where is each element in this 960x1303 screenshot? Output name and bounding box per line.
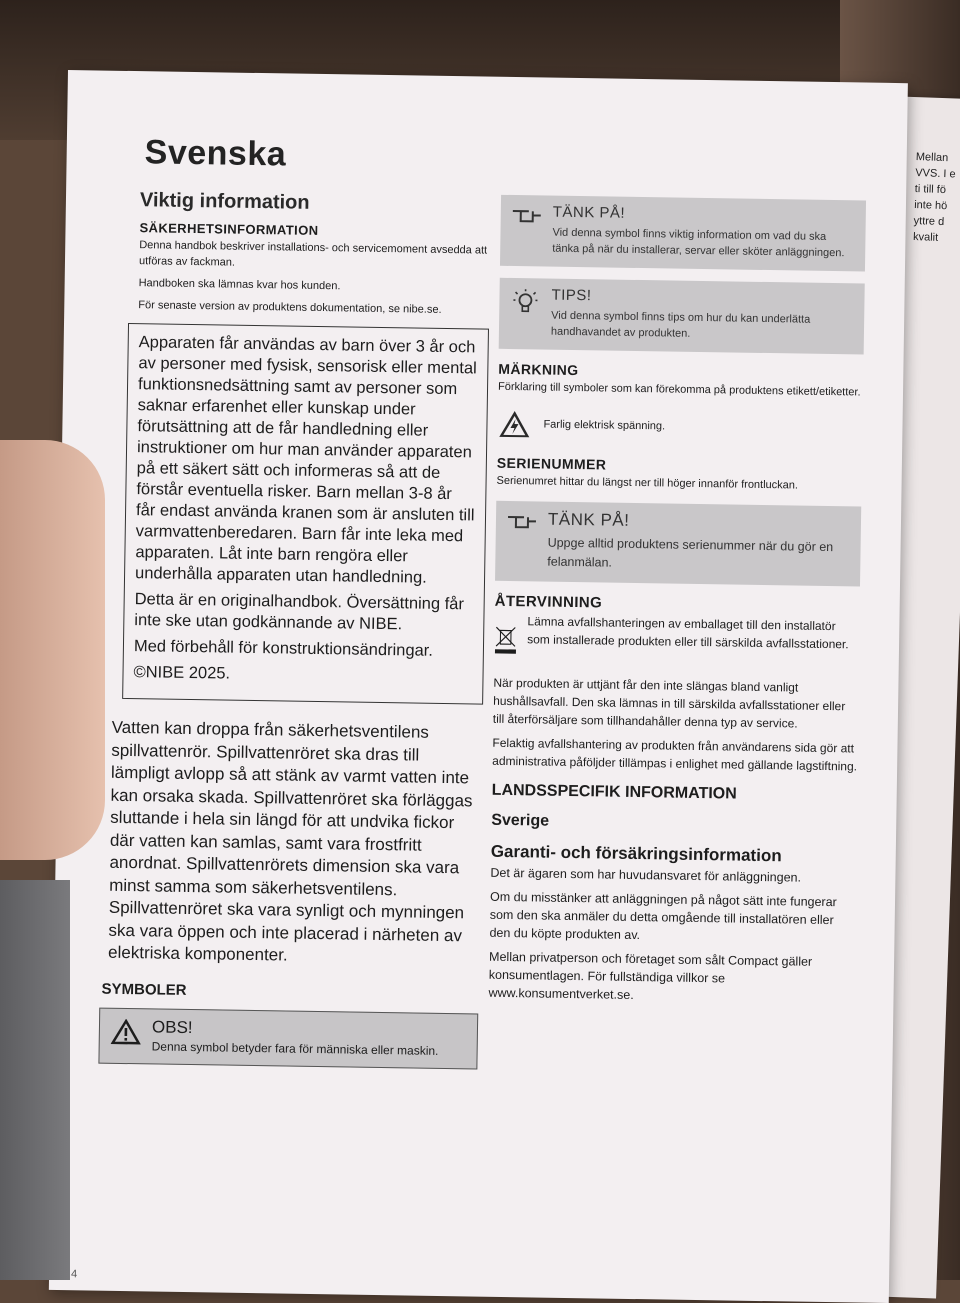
- notice-paragraph: Med förbehåll för konstruktionsändringar.: [134, 636, 473, 662]
- drain-pipe-paragraph: Vatten kan droppa från säkerhetsventilens spillvattenrör. Spillvattenröret ska dras till lämpligt avlopp så att stänk av varmt vatten inte kan orsaka skada. Spillvattenröret ska förläggas sluttande i hela sin längd för att undvika fickor där vatten kan samlas, samt vara frostfritt anordnat. Spillvattenrörets dimension ska vara minst samma som säkerhetsventilens. Spillvattenröret ska vara synligt och mynningen ska vara öppen och inte placerad i närheten av elektriska komponenter.: [108, 717, 483, 970]
- pointing-hand-icon: [505, 509, 538, 571]
- marking-heading: MÄRKNING: [498, 361, 863, 383]
- notice-paragraph: Apparaten får användas av barn över 3 år och av personer med fysisk, sensorisk eller mental funktionsnedsättning samt av personer som saknar erfarenhet eller kunskap under förutsättning att de får handledning eller instruktioner om hur man använder apparaten på ett säkert sätt och informeras så att de förstår eventuella risker. Barn mellan 3-8 år får endast använda kranen som är ansluten till varmvattenberedaren. Barn får inte leka med apparaten. Låt inte barn rengöra eller underhålla apparaten utan handledning.: [135, 332, 478, 589]
- warranty-paragraph: Det är ägaren som har huvudansvaret för anläggningen.: [490, 864, 855, 888]
- tank-pa-serial-text: Uppge alltid produktens serienummer när du gör en felanmälan.: [547, 534, 851, 577]
- warranty-heading: Garanti- och försäkringsinformation: [491, 842, 856, 868]
- left-column: [82, 188, 491, 1069]
- obs-box: [98, 1007, 478, 1069]
- pointing-hand-icon: [510, 203, 543, 256]
- next-page-line: yttre d: [853, 211, 960, 231]
- lightbulb-icon: [509, 286, 542, 339]
- page-title: Svenska: [144, 133, 286, 174]
- important-info-heading: Viktig information: [140, 189, 491, 218]
- next-page-line: kvalit: [853, 227, 960, 247]
- tips-title: TIPS!: [551, 287, 854, 309]
- recycling-paragraph: När produkten är uttjänt får den inte slängas bland vanligt hushållsavfall. Den ska lämnas in till särskilda avfallsstationer eller till återförsäljare som tillhandahåller denna typ av service.: [493, 674, 859, 734]
- country-info-heading: LANDSSPECIFIK INFORMATION: [492, 782, 857, 806]
- warranty-paragraph: Mellan privatperson och företaget som sålt Compact gäller konsumentlagen. För fullständiga villkor se www.konsumentverket.se.: [488, 948, 854, 1008]
- thumb: [0, 440, 105, 860]
- safety-paragraph: Handboken ska lämnas kvar hos kunden.: [139, 275, 490, 297]
- next-page-line: ti till fö: [855, 179, 960, 199]
- tank-pa-serial-title: TÄNK PÅ!: [548, 510, 851, 535]
- sleeve: [0, 880, 70, 1280]
- serial-heading: SERIENUMMER: [497, 455, 862, 477]
- tank-pa-box: [500, 195, 866, 272]
- recycling-paragraph: Felaktig avfallshantering av produkten från användarens sida gör att administrativa påföljder tillämpas i enlighet med gällande lagstiftning.: [492, 734, 858, 776]
- tank-pa-title: TÄNK PÅ!: [553, 204, 856, 226]
- warning-triangle-icon: [110, 1016, 143, 1054]
- tips-box: [499, 278, 865, 355]
- notice-paragraph: Detta är en originalhandbok. Översättning får inte ske utan godkännande av NIBE.: [134, 589, 474, 636]
- manual-page: [49, 70, 908, 1303]
- tank-pa-text: Vid denna symbol finns viktig information om vad du ska tänka på när du installerar, servar eller sköter anläggningen.: [552, 225, 855, 262]
- recycling-row: [494, 612, 860, 674]
- crossed-bin-icon: [494, 612, 518, 668]
- next-page-line: inte hö: [854, 195, 960, 215]
- safety-paragraph: För senaste version av produktens dokumentation, se nibe.se.: [138, 297, 489, 319]
- recycling-paragraph: Lämna avfallshanteringen av emballaget till den installatör som installerade produkten eller till särskilda avfallsstationer.: [527, 612, 860, 667]
- obs-title: OBS!: [152, 1017, 439, 1042]
- tank-pa-serial-box: [495, 501, 861, 587]
- next-page-line: VVS. I e: [855, 163, 960, 183]
- right-column: [488, 195, 866, 1014]
- safety-paragraph: Denna handbok beskriver installations- och servicemoment avsedda att utföras av fackman.: [139, 237, 490, 275]
- safety-heading: SÄKERHETSINFORMATION: [139, 220, 490, 241]
- obs-text: Denna symbol betyder fara för människa eller maskin.: [152, 1037, 439, 1060]
- sweden-heading: Sverige: [491, 812, 856, 836]
- page-number: 4: [71, 1268, 77, 1280]
- next-page-line: Mellan: [856, 147, 960, 167]
- notice-paragraph: ©NIBE 2025.: [133, 662, 472, 688]
- danger-symbol-row: [497, 409, 862, 445]
- symbols-heading: SYMBOLER: [101, 980, 478, 1003]
- recycling-heading: ÅTERVINNING: [495, 593, 860, 616]
- warranty-paragraph: Om du misstänker att anläggningen på något sätt inte fungerar som den ska anmäler du detta omgående till installatören eller den du köpte produkten av.: [489, 888, 855, 948]
- danger-label: Farlig elektrisk spänning.: [543, 417, 665, 435]
- electric-hazard-icon: [497, 409, 531, 440]
- safety-notice-box: [122, 323, 489, 705]
- marking-text: Förklaring till symboler som kan förekomma på produktens etikett/etiketter.: [498, 379, 863, 401]
- tips-text: Vid denna symbol finns tips om hur du kan underlätta handhavandet av produkten.: [551, 308, 854, 345]
- serial-text: Serienumret hittar du längst ner till höger innanför frontluckan.: [496, 473, 861, 495]
